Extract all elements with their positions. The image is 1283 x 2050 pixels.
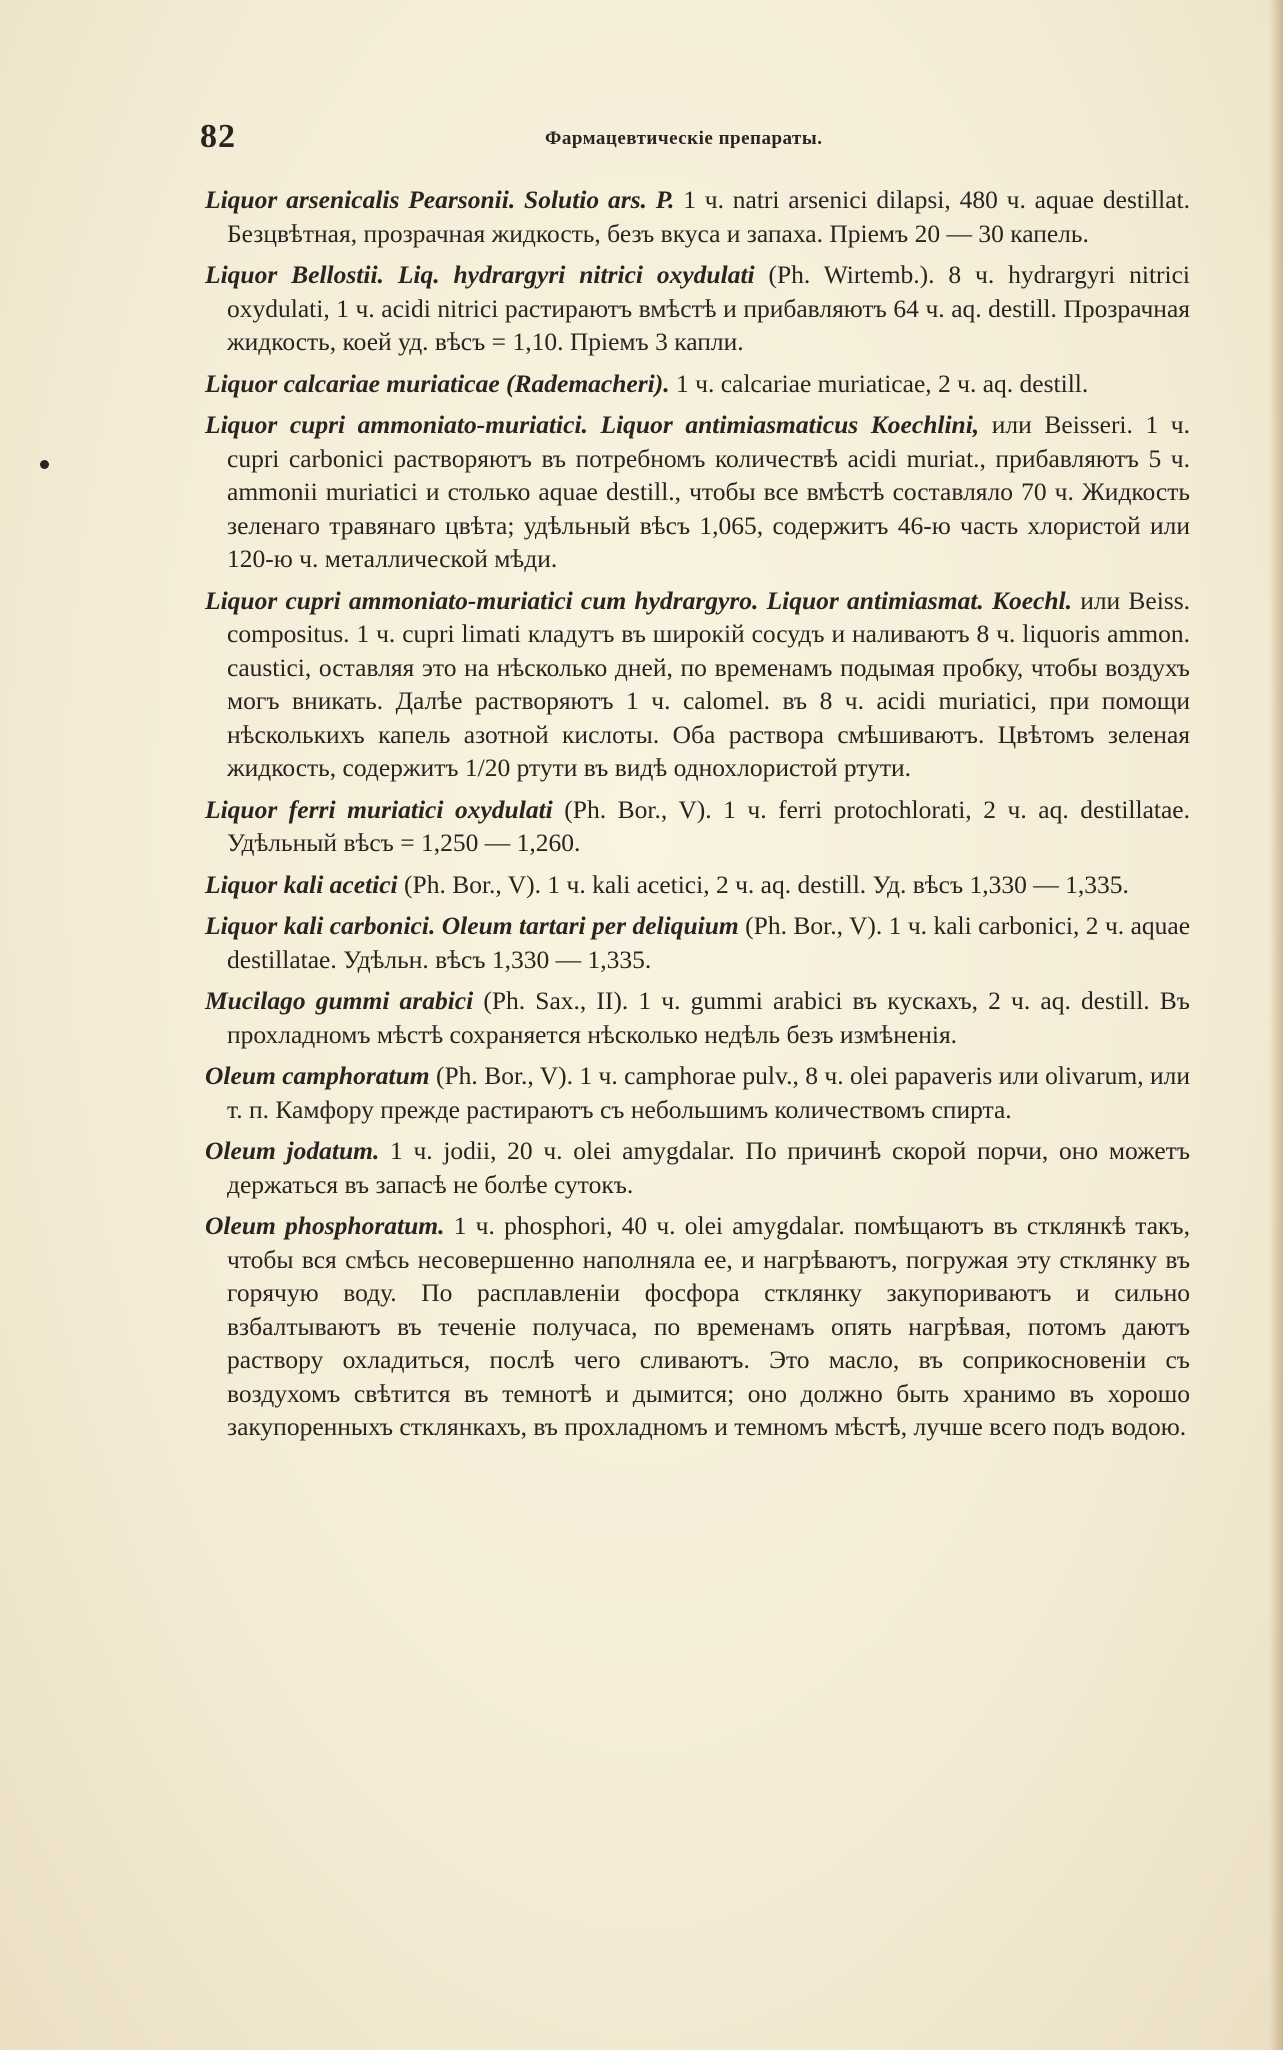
entry-synonym: (Rademacheri). <box>506 368 670 398</box>
entry-liquor-kali-carbonici <box>205 909 1190 976</box>
entry-oleum-phosphoratum <box>205 1209 1190 1444</box>
entry-text: 1 ч. natri arsenici dilapsi, 480 ч. aquae destillat. Безцвѣтная, прозрачная жидкость, безъ вкуса и запаха. Пріемъ 20 — 30 капель. <box>227 185 1191 248</box>
entry-text: (Ph. Wirtemb.). 8 ч. hydrargyri nitrici oxydulati, 1 ч. acidi nitrici растираютъ вмѣстѣ и прибавляютъ 64 ч. aq. destill. Прозрачная жидкость, коей уд. вѣсъ = 1,10. Пріемъ 3 капли. <box>227 260 1191 356</box>
entry-title: Oleum phosphoratum. <box>205 1211 445 1240</box>
entry-liquor-ferri <box>205 793 1190 860</box>
entry-title: Liquor kali carbonici. <box>205 911 436 940</box>
entry-text: (Ph. Sax., II). 1 ч. gummi arabici въ кускахъ, 2 ч. aq. destill. Въ прохладномъ мѣстѣ сохраняется нѣсколько недѣль безъ измѣненія. <box>227 986 1190 1049</box>
entry-title: Liquor arsenicalis Pearsonii. <box>205 185 516 214</box>
entry-liquor-cupri-hydrargyro <box>205 584 1190 785</box>
entry-synonym: Liquor antimiasmaticus Koechlini, <box>600 410 980 439</box>
entry-title: Liquor ferri muriatici oxydulati <box>205 794 553 824</box>
entry-title: Liquor calcariae muriaticae <box>205 368 500 398</box>
entry-text: или Beiss. compositus. 1 ч. cupri limati кладутъ въ широкій сосудъ и наливаютъ 8 ч. liquoris ammon. caustici, оставляя это на нѣсколько дней, по временамъ подымая пробку, чтобы воздухъ могъ вникать. Далѣе растворяютъ 1 ч. calomel. въ 8 ч. acidi muriatici, при помощи нѣсколькихъ капель азотной кислоты. Оба раствора смѣшиваютъ. Цвѣтомъ зеленая жидкость, содержитъ 1/20 ртути въ видѣ однохлористой ртути. <box>227 585 1191 782</box>
entry-title: Oleum camphoratum <box>205 1061 430 1090</box>
entry-text: (Ph. Bor., V). 1 ч. ferri protochlorati, 2 ч. aq. destillatae. Удѣльный вѣсъ = 1,250 — 1,260. <box>227 794 1190 857</box>
entry-text: (Ph. Bor., V). 1 ч. kali carbonici, 2 ч. aquae destillatae. Удѣльн. вѣсъ 1,330 — 1,335. <box>227 911 1191 974</box>
entry-liquor-kali-acetici <box>205 868 1190 902</box>
entry-liquor-bellostii <box>205 258 1190 359</box>
entry-title: Oleum jodatum. <box>205 1136 380 1165</box>
page-number: 82 <box>200 118 236 155</box>
entry-oleum-camphoratum <box>205 1059 1190 1126</box>
entry-liquor-cupri <box>205 408 1190 576</box>
entry-title: Liquor kali acetici <box>205 869 398 899</box>
entry-mucilago <box>205 984 1190 1051</box>
entry-synonym: Liquor antimiasmat. Koechl. <box>766 585 1072 615</box>
entry-text: или Beisseri. 1 ч. cupri carbonici растворяютъ въ потребномъ количествѣ acidi muriat., прибавляютъ 5 ч. ammonii muriatici и столько aquae destill., чтобы все вмѣстѣ составляло 70 ч. Жидкость зеленаго травянаго цвѣта; удѣльный вѣсъ 1,065, содержитъ 46-ю часть хлористой или 120-ю ч. металлической мѣди. <box>227 410 1190 573</box>
entry-title: Liquor cupri ammoniato-muriatici. <box>205 410 588 439</box>
entry-text: 1 ч. jodii, 20 ч. olei amygdalar. По причинѣ скорой порчи, оно можетъ держаться въ запасѣ не болѣе сутокъ. <box>227 1136 1191 1199</box>
entry-text: (Ph. Bor., V). 1 ч. kali acetici, 2 ч. aq. destill. Уд. вѣсъ 1,330 — 1,335. <box>404 869 1129 899</box>
running-head: Фармацевтическіе препараты. <box>545 128 823 149</box>
entry-synonym: Liq. hydrargyri nitrici oxydulati <box>397 260 755 289</box>
entry-text: 1 ч. calcariae muriaticae, 2 ч. aq. destill. <box>676 368 1089 398</box>
entry-title: Mucilago gummi arabici <box>205 986 474 1015</box>
entry-liquor-calcariae <box>205 367 1190 401</box>
entry-synonym: Solutio ars. P. <box>524 185 675 214</box>
margin-dot <box>40 460 49 469</box>
entry-text: 1 ч. phosphori, 40 ч. olei amygdalar. помѣщаютъ въ стклянкѣ такъ, чтобы вся смѣсь несовершенно наполняла ее, и нагрѣваютъ, погружая эту стклянку въ горячую воду. По расплавленіи фосфора стклянку закупориваютъ и сильно взбалтываютъ въ теченіе получаса, по временамъ опять нагрѣвая, потомъ даютъ раствору охладиться, послѣ чего сливаютъ. Это масло, въ соприкосновеніи съ воздухомъ свѣтится въ темнотѣ и дымится; оно должно быть хранимо въ хорошо закупоренныхъ стклянкахъ, въ прохладномъ и темномъ мѣстѣ, лучше всего подъ водою. <box>227 1211 1190 1441</box>
entry-text: (Ph. Bor., V). 1 ч. camphorae pulv., 8 ч. olei papaveris или olivarum, или т. п. Камфору прежде растираютъ съ небольшимъ количествомъ спирта. <box>227 1061 1190 1124</box>
entry-title: Liquor Bellostii. <box>205 260 384 289</box>
page-header <box>200 118 1100 158</box>
page-body <box>205 183 1190 1452</box>
page-edge-shadow <box>1269 0 1283 2050</box>
entry-title: Liquor cupri ammoniato-muriatici cum hydrargyro. <box>205 585 759 615</box>
entry-oleum-jodatum <box>205 1134 1190 1201</box>
entry-synonym: Oleum tartari per deliquium <box>441 911 739 940</box>
entry-liquor-arsenicalis <box>205 183 1190 250</box>
